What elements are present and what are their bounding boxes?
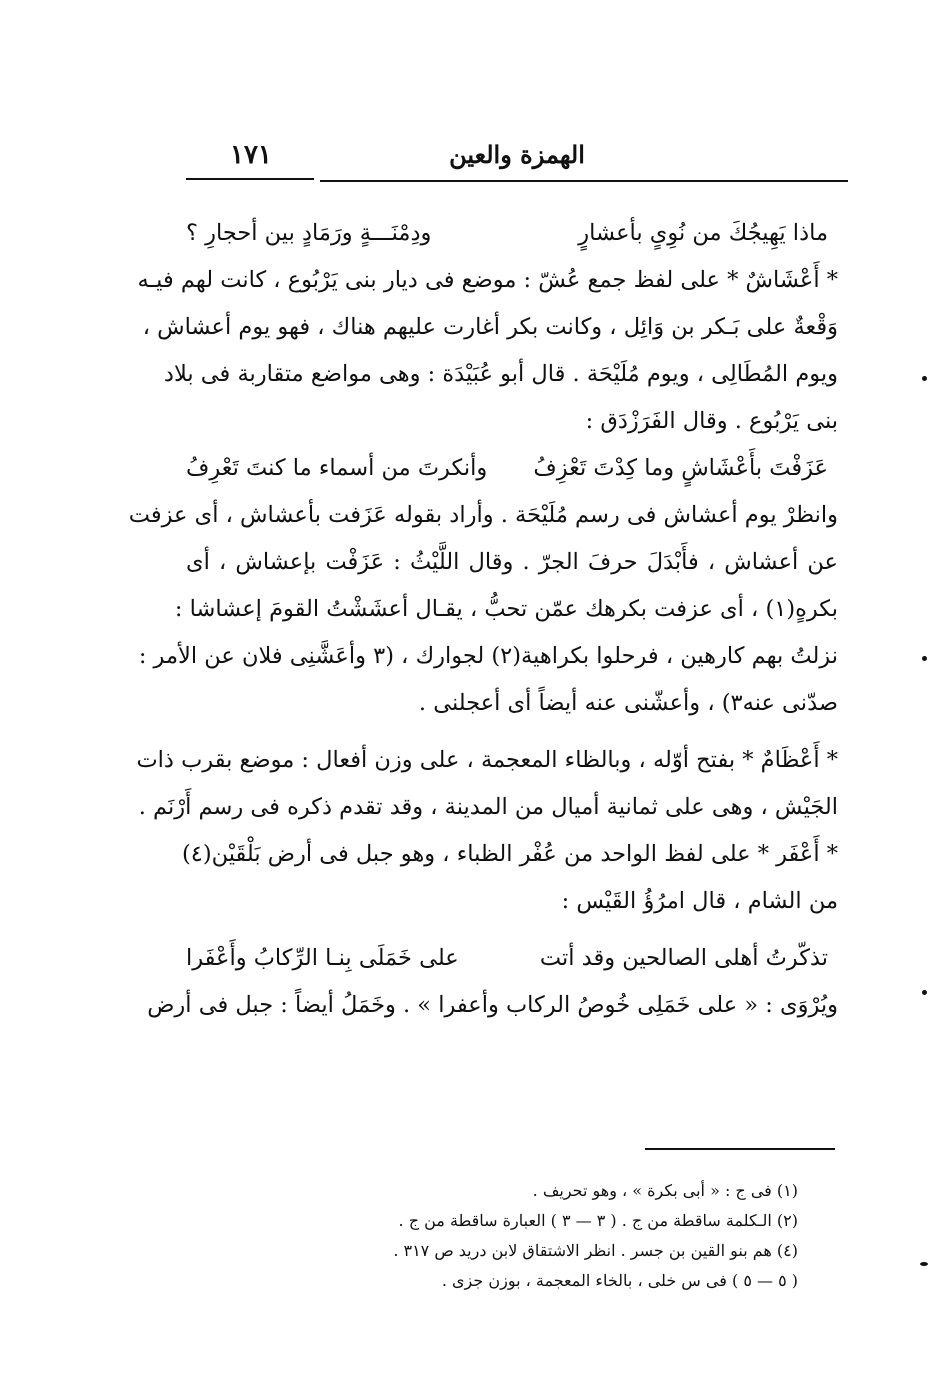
verse-line: [186, 210, 838, 257]
verse-hemistich-first: ماذا يَهِيجُكَ من نُوِىٍ بأعشارٍ: [578, 220, 828, 246]
text-line: ويوم المُطَالِى ، ويوم مُلَيْحَة . قال أبو عُبَيْدَة : وهى مواضع متقاربة فى بلاد: [163, 361, 838, 387]
text-line: ويُرْوَى : « على خَمَلِى خُوصُ الركاب وأعفرا » . وخَمَلُ أيضاً : جبل فى أرض: [147, 992, 838, 1018]
text-line: وَقْعةٌ على بَـكر بن وَائِل ، وكانت بكر أغارت عليهم هناك ، فهو يوم أعشاش ،: [142, 314, 838, 340]
text-line: * أَعْفَر * على لفظ الواحد من عُفْر الظباء ، وهو جبل فى أرض بَلْقَيْن(٤): [181, 841, 838, 867]
verse-hemistich-second: على خَمَلَى بِنـا الرِّكابُ وأَعْفَرا: [186, 945, 459, 971]
footnote: (٤) هم بنو القين بن جسر . انظر الاشتقاق لابن دريد ص ٣١٧ .: [393, 1241, 798, 1260]
page-header: [186, 140, 848, 180]
text-line: * أَعْظَامٌ * بفتح أوّله ، وبالظاء المعجمة ، على وزن أفعال : موضع بقرب ذات: [136, 747, 838, 773]
text-line: الجَيْش ، وهى على ثمانية أميال من المدينة ، وقد تقدم ذكره فى رسم أَرْنَم .: [138, 794, 838, 820]
main-text: [128, 210, 838, 1029]
verse-hemistich-second: ودِمْنَـــةٍ ورَمَادٍ بين أحجارِ ؟: [186, 220, 432, 246]
text-line: وانظرْ يوم أعشاش فى رسم مُلَيْحَة . وأراد بقوله عَزَفت بأعشاش ، أى عزفت: [128, 502, 838, 528]
footnote: (٢) الـكلمة ساقطة من ج . ( ٣ — ٣ ) العبارة ساقطة من ج .: [398, 1211, 798, 1230]
footnote: ( ٥ — ٥ ) فى س خلى ، بالخاء المعجمة ، بوزن جزى .: [441, 1271, 798, 1290]
verse-hemistich-second: وأنكرتَ من أسماء ما كنتَ تَعْرِفُ: [186, 455, 488, 481]
text-line: عن أعشاش ، فأَبْدَلَ حرفَ الجرّ . وقال اللَّيْثُ : عَزَفْت بإعشاش ، أى: [186, 549, 838, 575]
verse-hemistich-first: عَزَفْتَ بأَعْشَاشٍ وما كِدْتَ تَعْزِفُ: [533, 455, 828, 481]
verse-line: [186, 445, 838, 492]
scan-speck: [922, 990, 927, 995]
header-rule-left: [186, 178, 314, 180]
text-line: من الشام ، قال امرُؤُ القَيْس :: [561, 888, 838, 914]
footnote: (١) فى ج : « أبى بكرة » ، وهو تحريف .: [532, 1181, 798, 1200]
header-rule-right: [320, 180, 848, 182]
footnote-rule: [645, 1148, 835, 1150]
running-title: الهمزة والعين: [449, 140, 585, 169]
text-line: بكرهٍ(١) ، أى عزفت بكرهك عمّن تحبُّ ، يقـال أعشَشْتُ القومَ إعشاشا :: [174, 596, 838, 622]
paragraph-gap: [186, 727, 838, 737]
footnotes: [186, 1176, 798, 1296]
paragraph-gap: [186, 925, 838, 935]
verse-line: [186, 935, 838, 982]
verse-hemistich-first: تذكّرتُ أهلى الصالحين وقد أتت: [539, 945, 828, 971]
text-line: * أَعْشَاشٌ * على لفظ جمع عُشّ : موضع فى ديار بنى يَرْبُوع ، كانت لهم فيـه: [137, 267, 838, 293]
scan-speck: [922, 376, 927, 381]
page-number: ١٧١: [230, 140, 272, 170]
text-line: نزلتُ بهم كارهين ، فرحلوا بكراهية(٢) لجوارك ، (٣ وأعَشَّنِى فلان عن الأمر :: [138, 643, 838, 669]
scan-speck: [922, 656, 927, 661]
text-line: صدّنى عنه٣) ، وأعشّنى عنه أيضاً أى أعجلنى .: [418, 690, 838, 716]
text-line: بنى يَرْبُوع . وقال الفَرَزْدَق :: [585, 408, 838, 434]
scan-speck: [920, 1262, 928, 1266]
